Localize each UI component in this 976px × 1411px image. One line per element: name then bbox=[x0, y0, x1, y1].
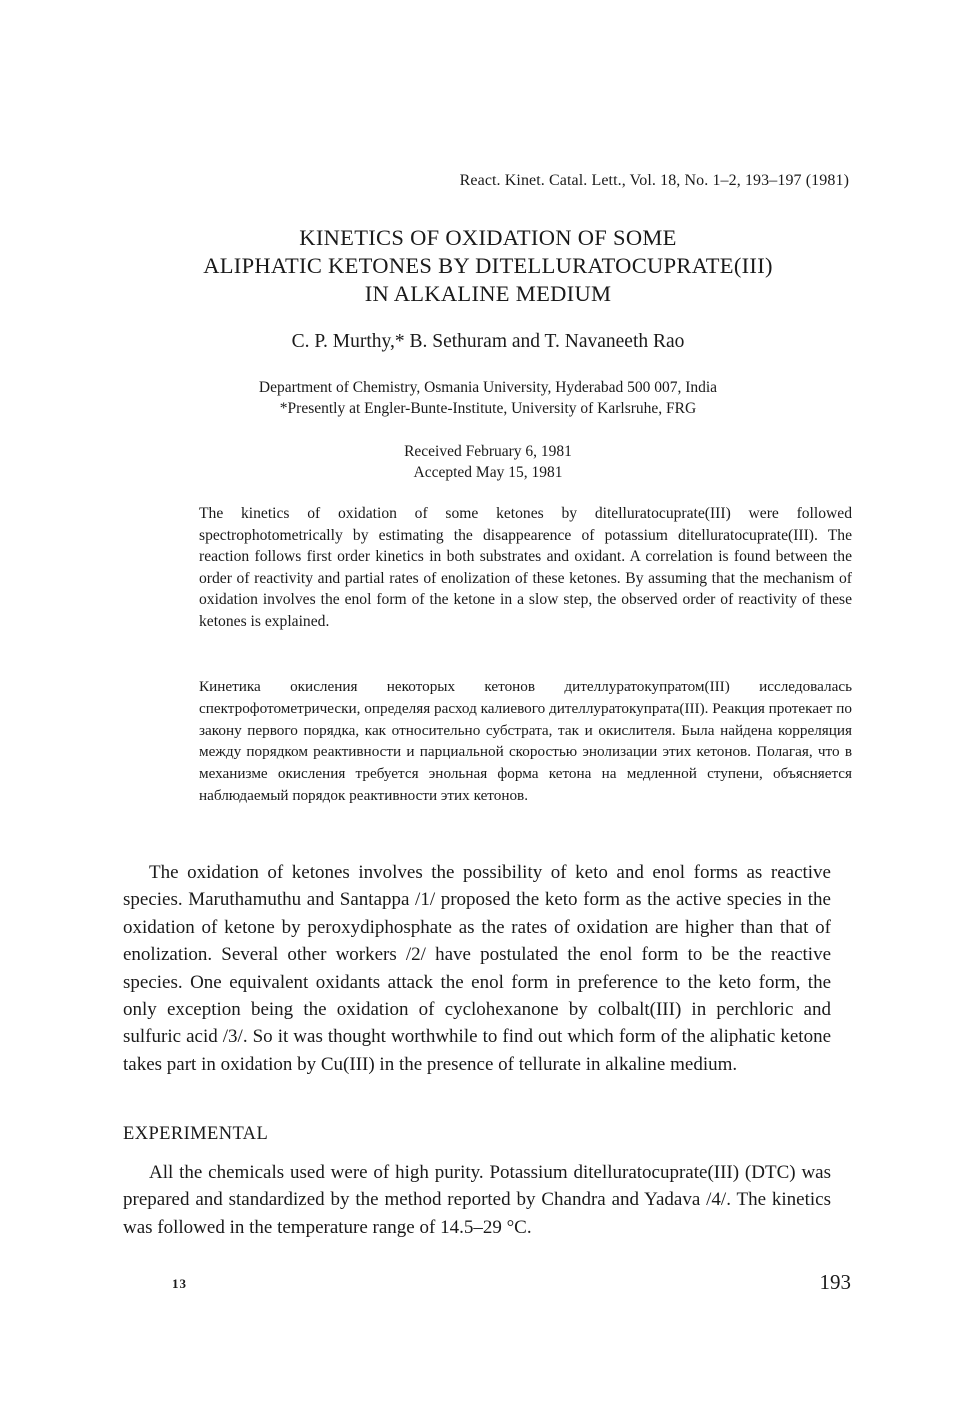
title-line: KINETICS OF OXIDATION OF SOME bbox=[299, 225, 677, 250]
accepted-date: Accepted May 15, 1981 bbox=[413, 464, 563, 481]
title-line: ALIPHATIC KETONES BY DITELLURATOCUPRATE(III) bbox=[203, 253, 773, 278]
page-number: 193 bbox=[819, 1270, 851, 1294]
affiliation-line: *Presently at Engler-Bunte-Institute, University of Karlsruhe, FRG bbox=[279, 400, 697, 417]
author-list: C. P. Murthy,* B. Sethuram and T. Navaneeth Rao bbox=[291, 331, 685, 352]
paper-title bbox=[0, 224, 976, 308]
abstract-english: The kinetics of oxidation of some ketones by ditelluratocuprate(III) were followed spectrophotometrically by estimating the disappearence of potassium ditelluratocuprate(III). The reaction follows first order kinetics in both substrates and oxidant. A correlation is found between the order of reactivity and partial rates of enolization of these ketones. By assuming that the mechanism of oxidation involves the enol form of the ketone in a slow step, the observed order of reactivity of these ketones is explained. bbox=[199, 505, 852, 630]
journal-citation: React. Kinet. Catal. Lett., Vol. 18, No. 1–2, 193–197 (1981) bbox=[459, 172, 849, 189]
abstract-russian: Кинетика окисления некоторых кетонов дителлуратокупратом(III) исследовалась спектрофотометрически, определяя расход калиевого дителлуратокупрата(III). Реакция протекает по закону первого порядка, как относительно субстрата, так и окислителя. Была найдена корреляция между порядком реактивности и парциальной скоростью энолизации этих кетонов. Полагая, что в механизме окисления требуется энольная форма кетона на медленной ступени, объясняется наблюдаемый порядок реактивности этих кетонов. bbox=[199, 678, 852, 804]
section-heading-experimental: EXPERIMENTAL bbox=[123, 1124, 269, 1144]
signature-mark: 13 bbox=[172, 1276, 187, 1291]
submission-dates bbox=[0, 441, 976, 483]
title-line: IN ALKALINE MEDIUM bbox=[364, 281, 612, 306]
affiliation bbox=[0, 377, 976, 419]
introduction-paragraph: The oxidation of ketones involves the possibility of keto and enol forms as reactive species. Maruthamuthu and Santappa /1/ proposed the keto form as the active species in the oxidation of ketone by peroxydiphosphate as the rates of oxidation are higher than that of enolization. Several other workers /2/ have postulated the enol form to be the reactive species. One equivalent oxidants attack the enol form in preference to the keto form, the only exception being the oxidation of cyclohexanone by colbalt(III) in perchloric and sulfuric acid /3/. So it was thought worthwhile to find out which form of the aliphatic ketone takes part in oxidation by Cu(III) in the presence of tellurate in alkaline medium. bbox=[123, 862, 831, 1075]
experimental-paragraph: All the chemicals used were of high purity. Potassium ditelluratocuprate(III) (DTC) was prepared and standardized by the method reported by Chandra and Yadava /4/. The kinetics was followed in the temperature range of 14.5–29 °C. bbox=[123, 1162, 831, 1238]
received-date: Received February 6, 1981 bbox=[404, 443, 572, 460]
affiliation-line: Department of Chemistry, Osmania University, Hyderabad 500 007, India bbox=[258, 379, 718, 396]
